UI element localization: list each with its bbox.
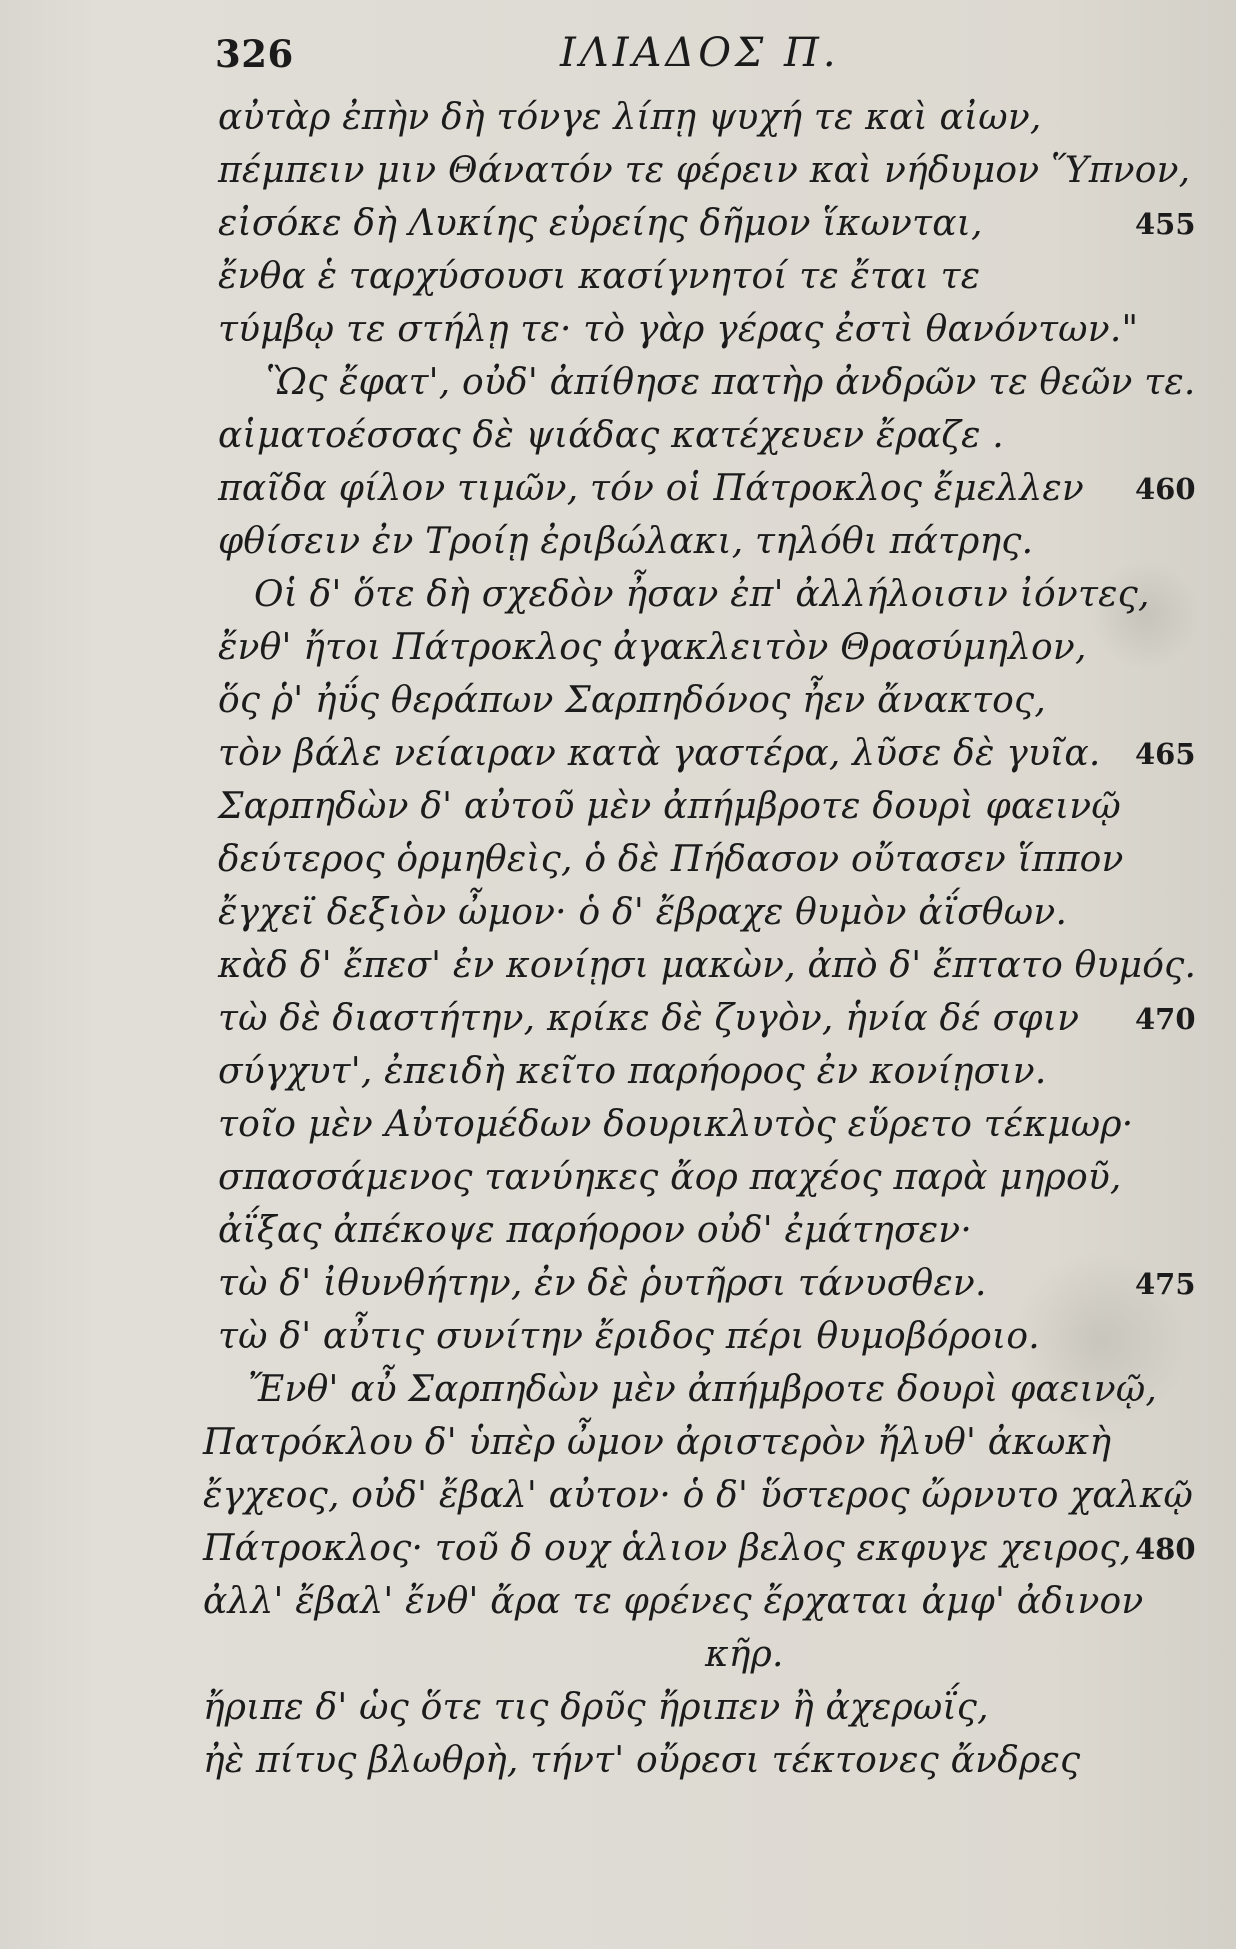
verse-line xyxy=(0,1417,1236,1469)
verse-line-text: ἤριπε δ' ὡς ὅτε τις δρῦς ἤριπεν ἢ ἀχερωΐς, xyxy=(203,1687,989,1728)
verse-line-text: ὅς ῥ' ἠΰς θεράπων Σαρπηδόνος ἦεν ἄνακτος, xyxy=(218,680,1047,721)
line-number: 470 xyxy=(1135,1002,1196,1036)
line-number: 480 xyxy=(1135,1532,1196,1566)
verse-line-text: σπασσάμενος τανύηκες ἄορ παχέος παρὰ μηροῦ, xyxy=(218,1157,1122,1198)
verse-line-text: ἀλλ' ἔβαλ' ἔνθ' ἄρα τε φρένες ἔρχαται ἀμφ' ἀδινον xyxy=(203,1581,1144,1622)
verse-line-text: τύμβῳ τε στήλῃ τε· τὸ γὰρ γέρας ἐστὶ θανόντων." xyxy=(218,309,1139,350)
verse-line xyxy=(0,1576,1236,1628)
line-number: 455 xyxy=(1135,207,1196,241)
verse-line xyxy=(0,251,1236,303)
page-header xyxy=(215,28,1155,88)
verse-line-text: τοῖο μὲν Αὐτομέδων δουρικλυτὸς εὕρετο τέκμωρ· xyxy=(218,1104,1134,1145)
line-number: 465 xyxy=(1135,737,1196,771)
verse-line xyxy=(0,1364,1236,1416)
page-number: 326 xyxy=(215,32,294,76)
verse-line-text: ἔγχεος, οὐδ' ἔβαλ' αὐτον· ὁ δ' ὕστερος ὤρνυτο χαλκῷ xyxy=(203,1475,1194,1516)
verse-line-text: πέμπειν μιν Θάνατόν τε φέρειν καὶ νήδυμον Ὕπνον, xyxy=(218,150,1191,191)
verse-line xyxy=(0,1470,1236,1522)
verse-line-text: Σαρπηδὼν δ' αὐτοῦ μὲν ἀπήμβροτε δουρὶ φαεινῷ xyxy=(218,786,1121,827)
line-number: 460 xyxy=(1135,472,1196,506)
verse-line xyxy=(0,728,1236,780)
line-number: 475 xyxy=(1135,1267,1196,1301)
verse-line-text: τὼ δ' αὖτις συνίτην ἔριδος πέρι θυμοβόροιο. xyxy=(218,1316,1040,1357)
verse-line xyxy=(0,1311,1236,1363)
verse-line-text: ἔνθ' ἤτοι Πάτροκλος ἀγακλειτὸν Θρασύμηλον, xyxy=(218,627,1087,668)
verse-line-text: ἔγχεϊ δεξιὸν ὦμον· ὁ δ' ἔβραχε θυμὸν ἀΐσθων. xyxy=(218,892,1068,933)
verse-line xyxy=(0,1629,1236,1681)
verse-line-text: σύγχυτ', ἐπειδὴ κεῖτο παρήορος ἐν κονίῃσιν. xyxy=(218,1051,1047,1092)
verse-line-text: παῖδα φίλον τιμῶν, τόν οἱ Πάτροκλος ἔμελλεν xyxy=(218,468,1084,509)
verse-line xyxy=(0,1258,1236,1310)
verse-line xyxy=(0,569,1236,621)
verse-line-text: αἱματοέσσας δὲ ψιάδας κατέχευεν ἔραζε . xyxy=(218,415,1004,456)
verse-line-text: Οἱ δ' ὅτε δὴ σχεδὸν ἦσαν ἐπ' ἀλλήλοισιν ἰόντες, xyxy=(254,574,1150,615)
verse-line-text: κὰδ δ' ἔπεσ' ἐν κονίῃσι μακὼν, ἀπὸ δ' ἔπτατο θυμός. xyxy=(218,945,1197,986)
verse-line-text: εἰσόκε δὴ Λυκίης εὐρείης δῆμον ἵκωνται, xyxy=(218,203,983,244)
verse-line xyxy=(0,1735,1236,1787)
verse-line xyxy=(0,993,1236,1045)
running-title: ΙΛΙΑΔΟΣ Π. xyxy=(560,30,840,76)
verse-line xyxy=(0,675,1236,727)
verse-line xyxy=(0,622,1236,674)
verse-line-text: Ὣς ἔφατ', οὐδ' ἀπίθησε πατὴρ ἀνδρῶν τε θεῶν τε. xyxy=(266,362,1196,403)
verse-line xyxy=(0,516,1236,568)
verse-line xyxy=(0,92,1236,144)
verse-line xyxy=(0,1682,1236,1734)
verse-line xyxy=(0,463,1236,515)
verse-line xyxy=(0,1523,1236,1575)
verse-line-text: ἔνθα ἑ ταρχύσουσι κασίγνητοί τε ἔται τε xyxy=(218,256,981,297)
verse-line xyxy=(0,1099,1236,1151)
verse-line xyxy=(0,834,1236,886)
verse-line-text: τὼ δ' ἰθυνθήτην, ἐν δὲ ῥυτῆρσι τάνυσθεν. xyxy=(218,1263,987,1304)
verse-line-text: τὼ δὲ διαστήτην, κρίκε δὲ ζυγὸν, ἡνία δέ σφιν xyxy=(218,998,1080,1039)
verse-line-text: τὸν βάλε νείαιραν κατὰ γαστέρα, λῦσε δὲ γυῖα. xyxy=(218,733,1101,774)
verse-line xyxy=(0,145,1236,197)
verse-line xyxy=(0,1046,1236,1098)
verse-line xyxy=(0,1152,1236,1204)
verse-line-text: αὐτὰρ ἐπὴν δὴ τόνγε λίπῃ ψυχή τε καὶ αἰων, xyxy=(218,97,1042,138)
verse-line-text: κῆρ. xyxy=(705,1634,784,1675)
verse-line xyxy=(0,357,1236,409)
verse-line-text: φθίσειν ἐν Τροίῃ ἐριβώλακι, τηλόθι πάτρης. xyxy=(218,521,1034,562)
verse-line xyxy=(0,198,1236,250)
verse-line xyxy=(0,410,1236,462)
verse-line-text: Ἔνθ' αὖ Σαρπηδὼν μὲν ἀπήμβροτε δουρὶ φαεινῷ, xyxy=(248,1369,1158,1410)
verse-line xyxy=(0,781,1236,833)
verse-line-text: Πατρόκλου δ' ὑπὲρ ὦμον ἀριστερὸν ἤλυθ' ἀκωκὴ xyxy=(203,1422,1112,1463)
verse-line xyxy=(0,887,1236,939)
verse-line xyxy=(0,940,1236,992)
verse-line-text: ἀΐξας ἀπέκοψε παρήορον οὐδ' ἐμάτησεν· xyxy=(218,1210,972,1251)
verse-line-text: ἠὲ πίτυς βλωθρὴ, τήντ' οὔρεσι τέκτονες ἄνδρες xyxy=(203,1740,1081,1781)
verse-line-text: Πάτροκλος· τοῦ δ ουχ ἁλιον βελος εκφυγε χειρος, xyxy=(203,1528,1132,1569)
verse-line xyxy=(0,304,1236,356)
verse-text xyxy=(0,92,1236,1902)
verse-line-text: δεύτερος ὁρμηθεὶς, ὁ δὲ Πήδασον οὔτασεν ἵππον xyxy=(218,839,1124,880)
verse-line xyxy=(0,1205,1236,1257)
